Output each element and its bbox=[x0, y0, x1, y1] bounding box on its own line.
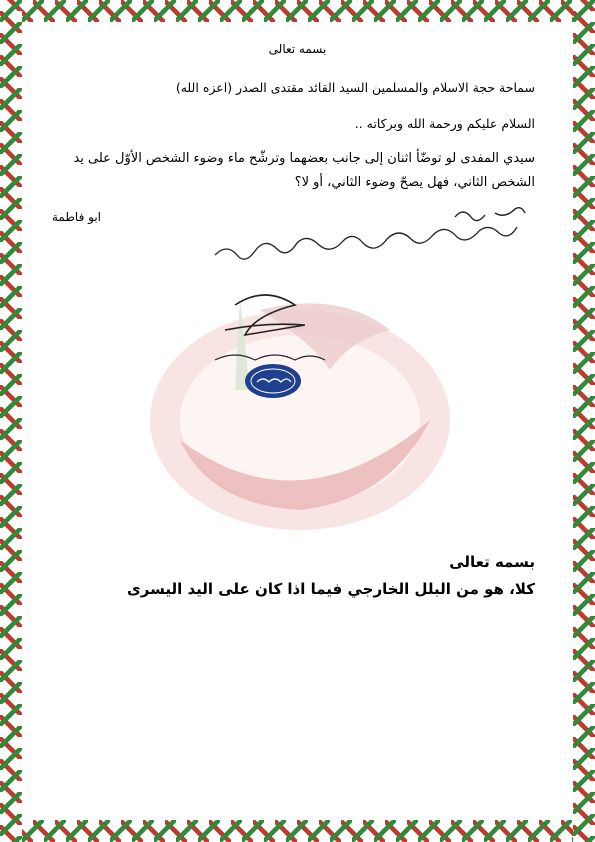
decorative-border-top bbox=[0, 0, 595, 22]
answer-heading: بسمه تعالى bbox=[449, 553, 535, 571]
answer-text: كلا، هو من البلل الخارجي فيما اذا كان على اليد اليسرى bbox=[127, 580, 535, 598]
official-seal bbox=[243, 362, 303, 400]
greeting-line: السلام عليكم ورحمة الله وبركاته .. bbox=[354, 116, 535, 131]
document-heading: بسمه تعالى bbox=[268, 42, 327, 56]
decorative-border-bottom bbox=[0, 820, 595, 842]
decorative-border-right bbox=[573, 0, 595, 842]
addressee-line: سماحة حجة الاسلام والمسلمين السيد القائد مقتدى الصدر (اعزه الله) bbox=[175, 80, 535, 95]
handwritten-answer bbox=[205, 195, 555, 270]
decorative-border-left bbox=[0, 0, 22, 842]
sender-name: ابو فاطمة bbox=[52, 210, 102, 224]
signature bbox=[195, 285, 335, 370]
question-paragraph: سيدي المفدى لو توضّأ اثنان إلى جانب بعضهما وترشّح ماء وضوء الشخص الأوّل على يد الشخص الثاني، فهل يصحّ وضوء الثاني، أو لا؟ bbox=[73, 151, 535, 190]
